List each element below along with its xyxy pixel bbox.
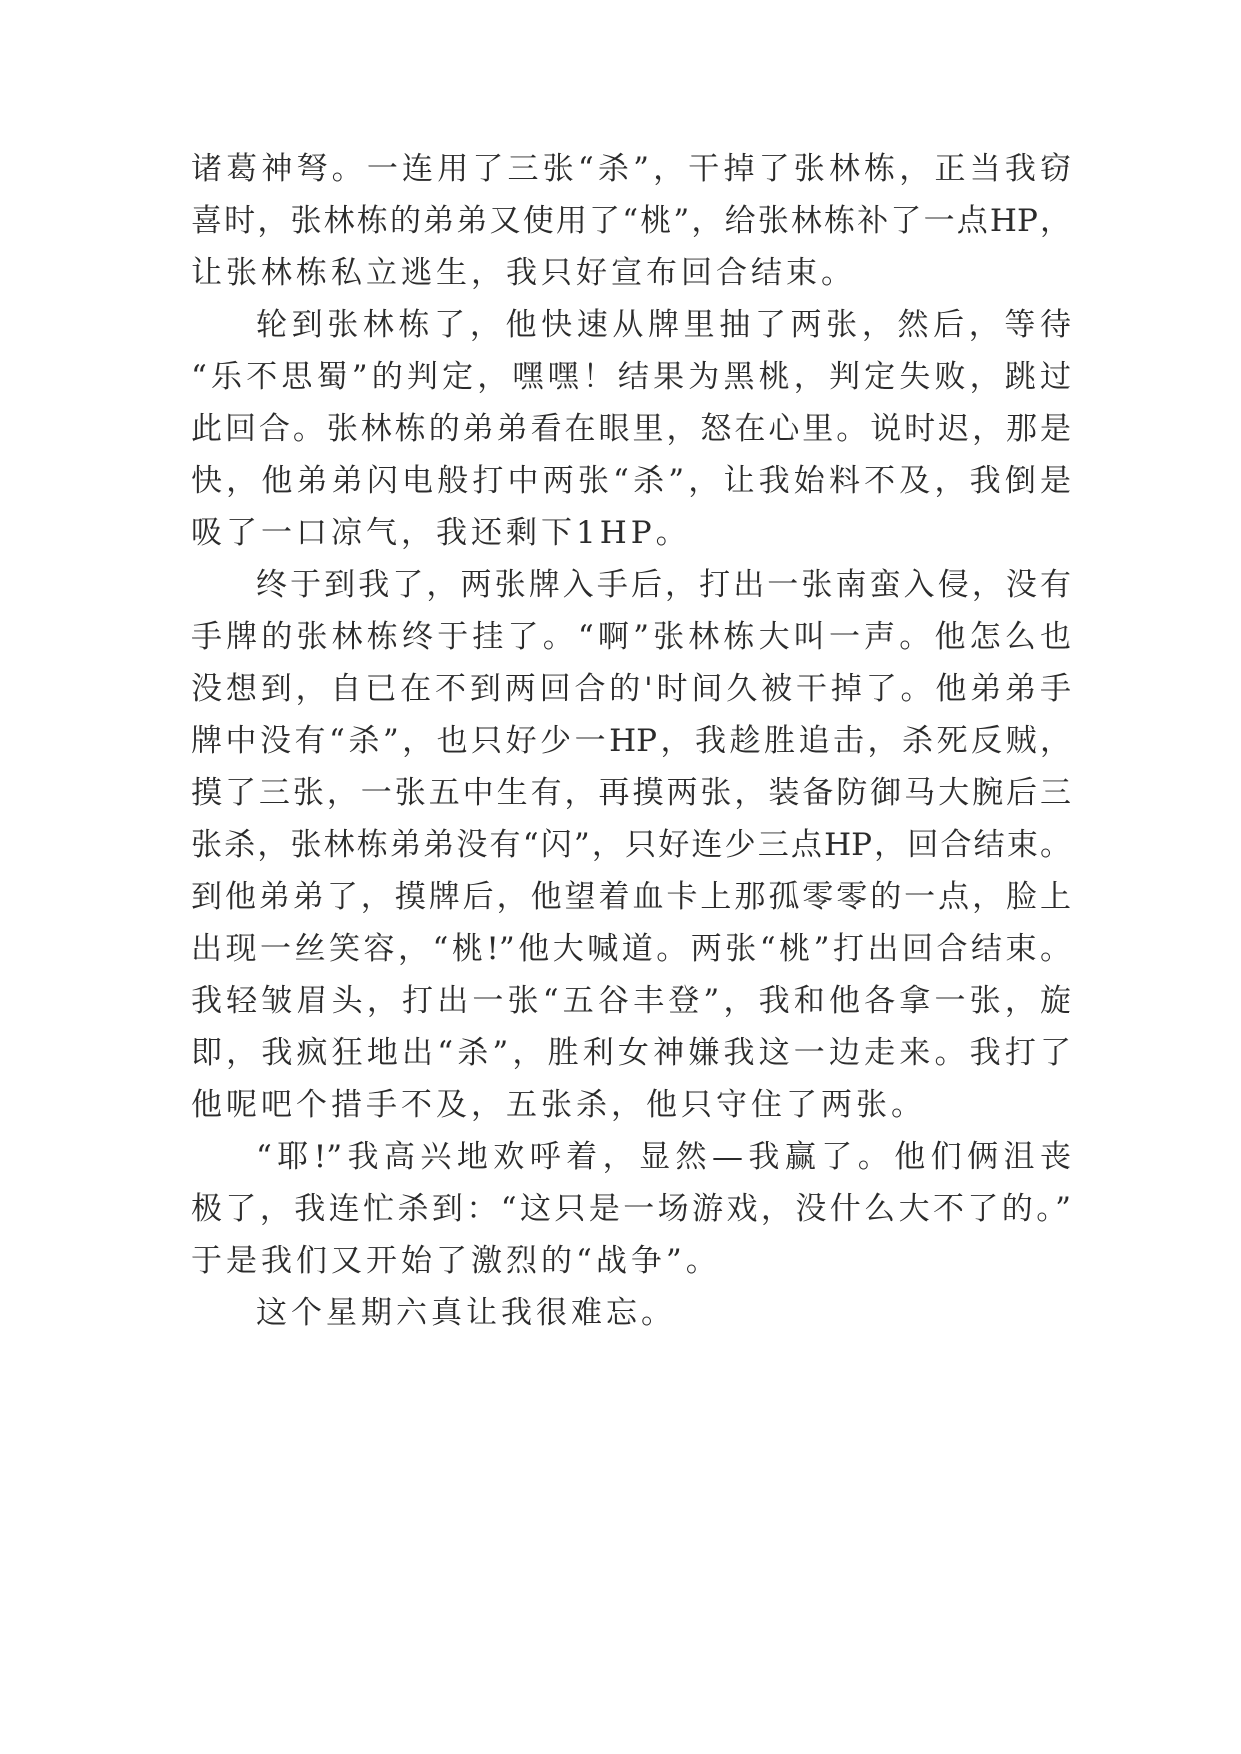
text-line: 此回合。张林栋的弟弟看在眼里，怒在心里。说时迟，那是 bbox=[191, 411, 1071, 447]
text-line: 手牌的张林栋终于挂了。“啊”张林栋大叫一声。他怎么也 bbox=[191, 619, 1071, 655]
text-line: 张杀，张林栋弟弟没有“闪”，只好连少三点HP，回合结束。 bbox=[191, 827, 1071, 863]
text-line: 他呢吧个措手不及，五张杀，他只守住了两张。 bbox=[191, 1087, 926, 1123]
text-line: “乐不思蜀”的判定，嘿嘿！结果为黑桃，判定失败，跳过 bbox=[191, 359, 1071, 395]
text-line: 极了，我连忙杀到：“这只是一场游戏，没什么大不了的。” bbox=[191, 1191, 1071, 1227]
text-line: 到他弟弟了，摸牌后，他望着血卡上那孤零零的一点，脸上 bbox=[191, 879, 1071, 915]
text-line: 诸葛神弩。一连用了三张“杀”，干掉了张林栋，正当我窃 bbox=[191, 151, 1071, 187]
text-line: 摸了三张，一张五中生有，再摸两张，装备防御马大腕后三 bbox=[191, 775, 1071, 811]
text-line: 轮到张林栋了，他快速从牌里抽了两张，然后，等待 bbox=[256, 307, 1071, 343]
text-line: 让张林栋私立逃生，我只好宣布回合结束。 bbox=[191, 255, 856, 291]
text-line: 喜时，张林栋的弟弟又使用了“桃”，给张林栋补了一点HP， bbox=[191, 203, 1071, 239]
text-line: 牌中没有“杀”，也只好少一HP，我趁胜追击，杀死反贼， bbox=[191, 723, 1071, 759]
text-line: 我轻皱眉头，打出一张“五谷丰登”，我和他各拿一张，旋 bbox=[191, 983, 1071, 1019]
text-line: 没想到，自已在不到两回合的'时间久被干掉了。他弟弟手 bbox=[191, 671, 1071, 707]
text-line: 快，他弟弟闪电般打中两张“杀”，让我始料不及，我倒是 bbox=[191, 463, 1071, 499]
text-line: 终于到我了，两张牌入手后，打出一张南蛮入侵，没有 bbox=[256, 567, 1071, 603]
text-line: 出现一丝笑容，“桃!”他大喊道。两张“桃”打出回合结束。 bbox=[191, 931, 1071, 967]
text-line: 这个星期六真让我很难忘。 bbox=[256, 1295, 676, 1331]
text-line: “耶!”我高兴地欢呼着，显然—我赢了。他们俩沮丧 bbox=[256, 1139, 1071, 1175]
text-line: 即，我疯狂地出“杀”，胜利女神嫌我这一边走来。我打了 bbox=[191, 1035, 1071, 1071]
text-line: 于是我们又开始了激烈的“战争”。 bbox=[191, 1243, 721, 1279]
text-line: 吸了一口凉气，我还剩下1HP。 bbox=[191, 515, 691, 551]
